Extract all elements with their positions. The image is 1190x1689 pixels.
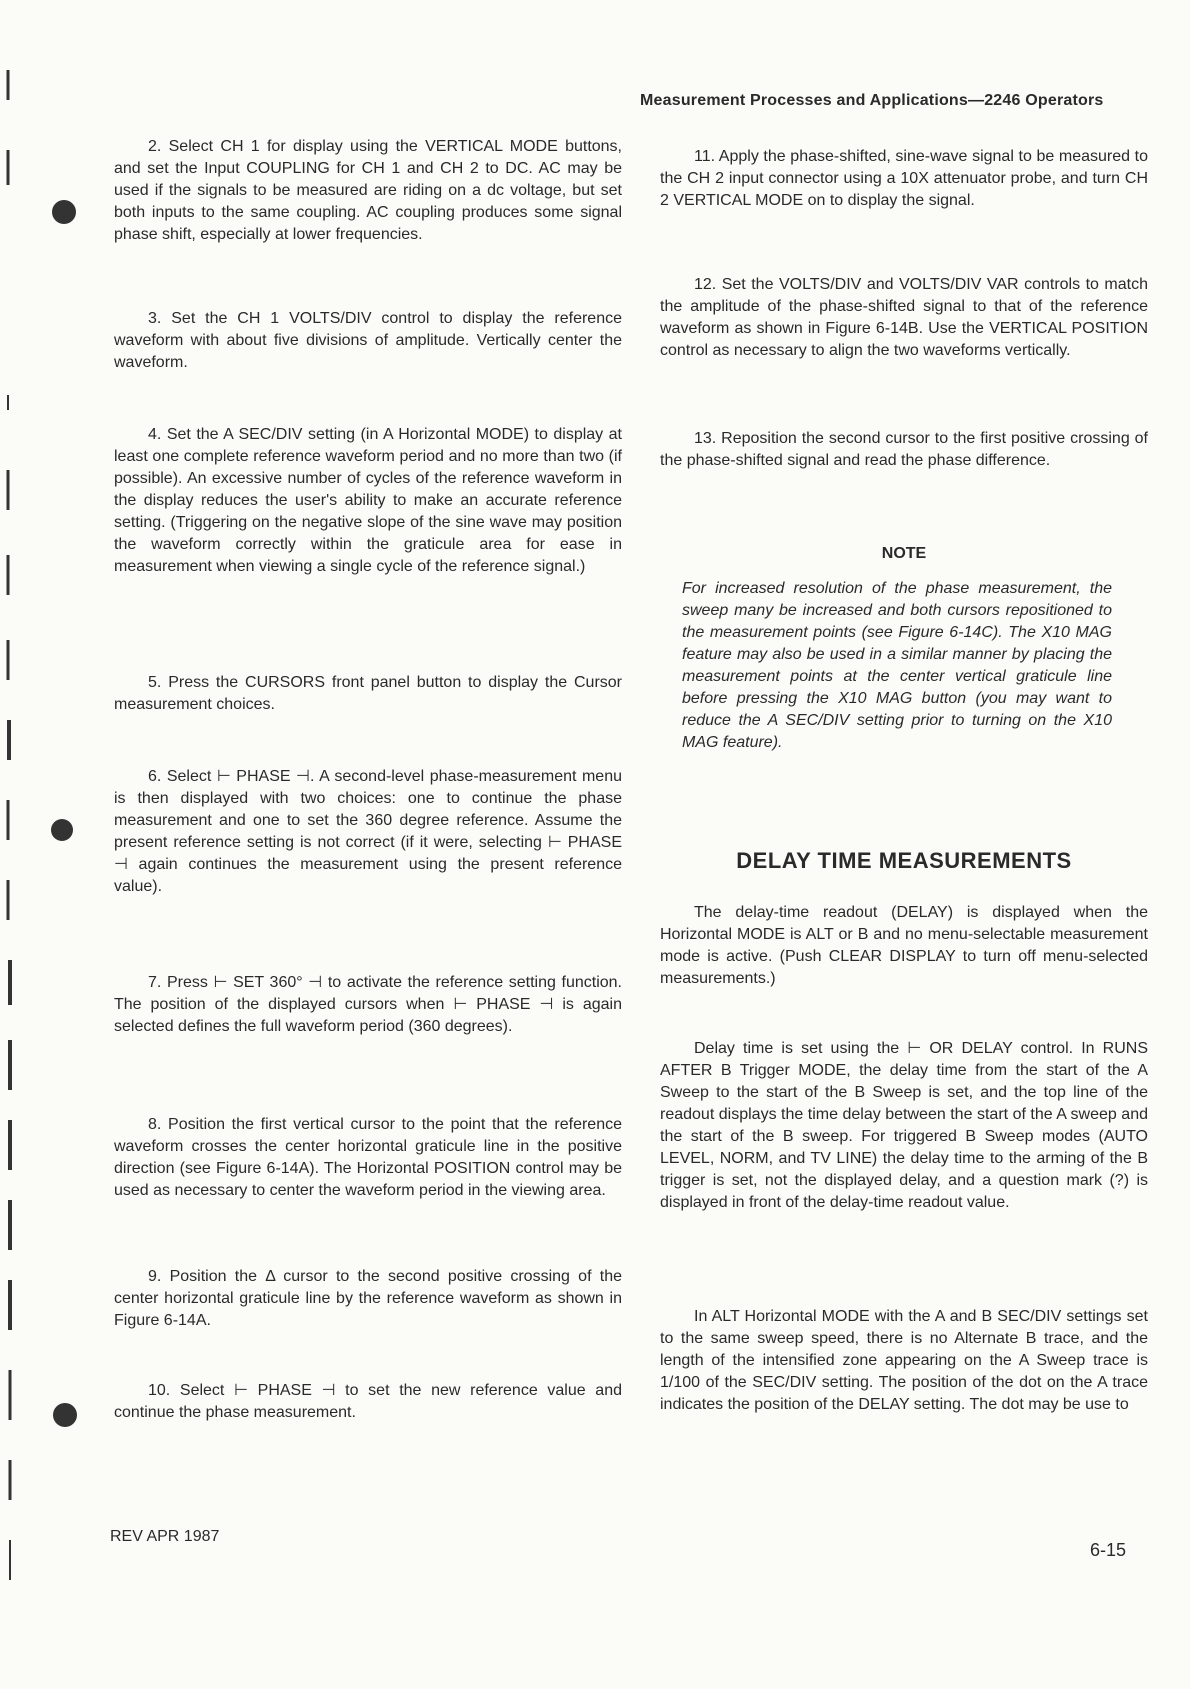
step-12-paragraph: 12. Set the VOLTS/DIV and VOLTS/DIV VAR controls to match the amplitude of the phase-shifted signal to that of the reference waveform as shown in Figure 6-14B. Use the VERTICAL POSITION control as necessary to align the two waveforms vertically. — [660, 276, 1148, 359]
step-5-paragraph: 5. Press the CURSORS front panel button to display the Cursor measurement choices. — [114, 674, 622, 713]
step-9-paragraph: 9. Position the Δ cursor to the second positive crossing of the center horizontal graticule line by the reference waveform as shown in Figure 6-14A. — [114, 1268, 622, 1329]
step-8-paragraph: 8. Position the first vertical cursor to the point that the reference waveform crosses the center horizontal graticule line in the positive direction (see Figure 6-14A). The Horizontal POSITION control may be used as necessary to center the waveform period in the viewing area. — [114, 1116, 622, 1199]
step-4-paragraph: 4. Set the A SEC/DIV setting (in A Horizontal MODE) to display at least one complete reference waveform period and no more than two (if possible). An excessive number of cycles of the reference waveform in the display reduces the user's ability to make an accurate reference setting. (Triggering on the negative slope of the sine wave may position the waveform correctly within the graticule area for ease in measurement when viewing a single cycle of the reference signal.) — [114, 426, 622, 575]
step-7-paragraph: 7. Press ⊢ SET 360° ⊣ to activate the reference setting function. The position of the displayed cursors when ⊢ PHASE ⊣ is again selected defines the full waveform period (360 degrees). — [114, 974, 622, 1035]
step-2-paragraph: 2. Select CH 1 for display using the VERTICAL MODE buttons, and set the Input COUPLING for CH 1 and CH 2 to DC. AC may be used if the signals to be measured are riding on a dc voltage, but set both inputs to the same coupling. AC coupling produces some signal phase shift, especially at lower frequencies. — [114, 138, 622, 243]
revision-date: REV APR 1987 — [110, 1528, 220, 1545]
section-heading: DELAY TIME MEASUREMENTS — [736, 848, 1072, 873]
step-6-paragraph: 6. Select ⊢ PHASE ⊣. A second-level phase-measurement menu is then displayed with two choices: one to continue the phase measurement and one to set the 360 degree reference. Assume the present reference setting is not correct (if it were, selecting ⊢ PHASE ⊣ again continues the measurement using the present reference value). — [114, 768, 622, 895]
delay-paragraph-3: In ALT Horizontal MODE with the A and B SEC/DIV settings set to the same sweep speed, there is no Alternate B trace, and the length of the intensified zone appearing on the A Sweep trace is 1/100 of the SEC/DIV setting. The position of the dot on the A trace indicates the position of the DELAY setting. The dot may be use to — [660, 1308, 1148, 1413]
note-body: For increased resolution of the phase measurement, the sweep many be increased and both cursors repositioned to the measurement points (see Figure 6-14C). The X10 MAG feature may also be used in a similar manner by placing the measurement points at the center vertical graticule line before pressing the X10 MAG button (you may want to reduce the A SEC/DIV setting prior to turning on the X10 MAG feature). — [682, 580, 1112, 751]
delay-paragraph-1: The delay-time readout (DELAY) is displayed when the Horizontal MODE is ALT or B and no menu-selectable measurement mode is active. (Push CLEAR DISPLAY to turn off menu-selected measurements.) — [660, 904, 1148, 987]
binding-edge-marks — [0, 0, 90, 1684]
step-13-paragraph: 13. Reposition the second cursor to the first positive crossing of the phase-shifted signal and read the phase difference. — [660, 430, 1148, 469]
running-header: Measurement Processes and Applications—2246 Operators — [640, 92, 1104, 109]
page-number: 6-15 — [1090, 1540, 1127, 1560]
delay-paragraph-2: Delay time is set using the ⊢ OR DELAY control. In RUNS AFTER B Trigger MODE, the delay time from the start of the A Sweep to the start of the B Sweep is set, and the top line of the readout displays the time delay between the start of the A sweep and the start of the B sweep. For triggered B Sweep modes (AUTO LEVEL, NORM, and TV LINE) the delay time to the arming of the B trigger is set, not the displayed delay, and a question mark (?) is displayed in front of the delay-time readout value. — [660, 1040, 1148, 1211]
step-10-paragraph: 10. Select ⊢ PHASE ⊣ to set the new reference value and continue the phase measurement. — [114, 1382, 622, 1421]
step-3-paragraph: 3. Set the CH 1 VOLTS/DIV control to display the reference waveform with about five divisions of amplitude. Vertically center the waveform. — [114, 310, 622, 371]
binding-marks-graphic — [0, 0, 90, 1684]
note-title: NOTE — [881, 545, 927, 562]
step-11-paragraph: 11. Apply the phase-shifted, sine-wave signal to be measured to the CH 2 input connector using a 10X attenuator probe, and turn CH 2 VERTICAL MODE on to display the signal. — [660, 148, 1148, 209]
